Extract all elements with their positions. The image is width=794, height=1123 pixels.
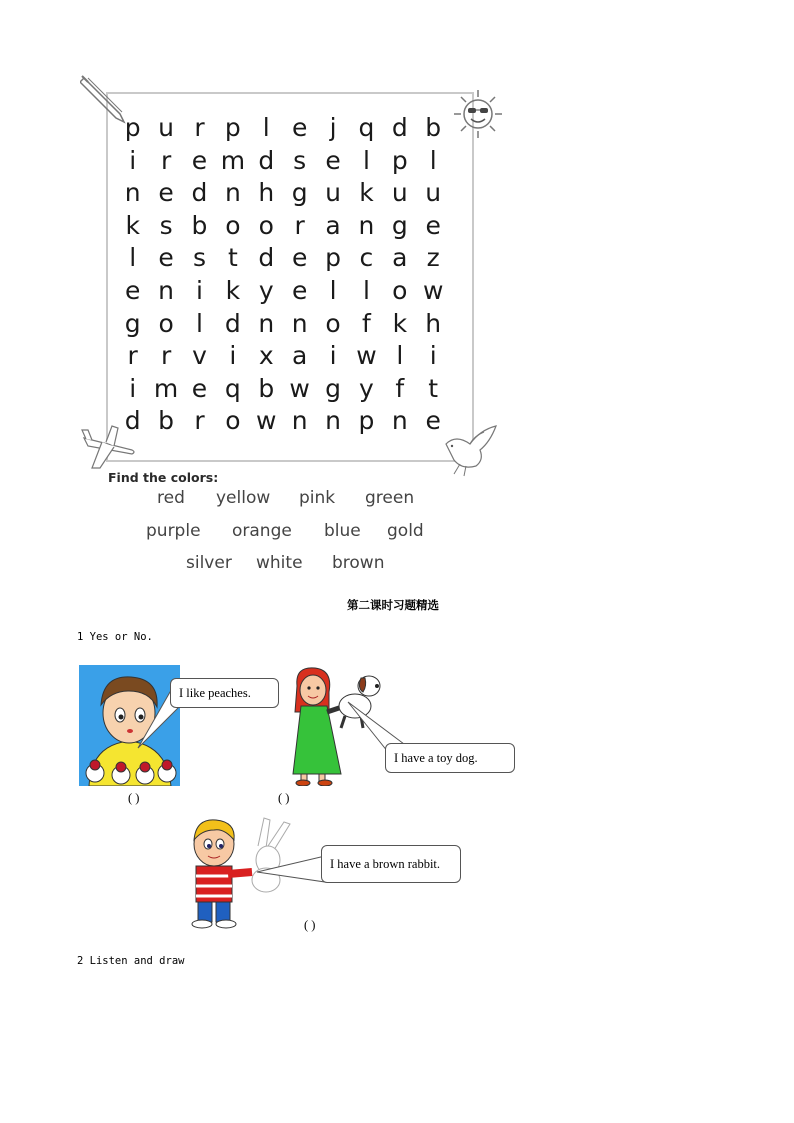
letter-cell: u: [325, 178, 341, 208]
letter-cell: g: [291, 178, 308, 208]
letter-cell: e: [158, 178, 174, 208]
color-word: yellow: [216, 488, 271, 508]
letter-cell: e: [291, 113, 308, 142]
letter-cell: n: [258, 308, 275, 338]
letter-cell: r: [294, 210, 305, 240]
letter-cell: q: [224, 373, 241, 403]
color-word: orange: [232, 521, 292, 541]
letter-cell: d: [391, 113, 408, 142]
color-word: green: [365, 488, 415, 508]
letter-cell: o: [225, 406, 241, 436]
letter-cell: g: [391, 210, 408, 240]
letter-cell: u: [425, 178, 442, 208]
letter-cell: d: [224, 308, 241, 338]
letter-cell: d: [124, 406, 141, 436]
letter-cell: i: [129, 373, 137, 403]
letter-cell: e: [325, 145, 341, 175]
letter-cell: i: [229, 341, 237, 371]
answer-blank: ( ): [304, 918, 316, 932]
letter-cell: r: [194, 406, 205, 436]
letter-cell: l: [129, 243, 137, 273]
letter-cell: m: [220, 145, 246, 175]
letter-cell: u: [391, 178, 408, 208]
letter-cell: n: [224, 178, 241, 208]
letter-cell: o: [225, 210, 241, 240]
letter-cell: k: [392, 308, 408, 338]
color-word: white: [256, 553, 303, 573]
letter-cell: j: [329, 113, 337, 142]
letter-cell: b: [191, 210, 208, 240]
letter-cell: i: [129, 145, 137, 175]
letter-cell: e: [158, 243, 174, 273]
letter-cell: l: [262, 113, 270, 142]
letter-cell: k: [125, 210, 140, 240]
letter-cell: b: [158, 406, 175, 436]
color-word: blue: [324, 521, 361, 541]
letter-cell: l: [196, 308, 203, 338]
color-word: purple: [146, 521, 201, 541]
color-word: brown: [332, 553, 385, 573]
letter-cell: i: [429, 341, 437, 371]
letter-cell: i: [329, 341, 337, 371]
letter-cell: e: [291, 275, 308, 305]
letter-cell: w: [289, 373, 310, 403]
letter-cell: d: [191, 178, 208, 208]
question-1-label: 1 Yes or No.: [77, 631, 153, 643]
letter-cell: e: [125, 275, 141, 305]
letter-cell: g: [325, 373, 341, 403]
letter-cell: k: [225, 275, 241, 305]
letter-cell: f: [395, 373, 405, 403]
letter-cell: n: [124, 178, 141, 208]
letter-cell: h: [425, 308, 442, 338]
letter-cell: n: [158, 275, 175, 305]
answer-blank: ( ): [128, 791, 140, 805]
letter-cell: l: [362, 145, 370, 175]
letter-cell: e: [191, 145, 208, 175]
letter-cell: r: [127, 341, 138, 371]
letter-cell: w: [356, 341, 377, 371]
letter-cell: d: [258, 243, 275, 273]
section-title: 第二课时习题精选: [347, 598, 439, 612]
color-word: gold: [387, 521, 424, 541]
color-word: silver: [186, 553, 232, 573]
letter-cell: g: [124, 308, 141, 338]
letter-cell: o: [325, 308, 341, 338]
letter-cell: p: [325, 243, 341, 273]
letter-cell: i: [196, 275, 203, 305]
letter-cell: a: [392, 243, 408, 273]
letter-cell: e: [425, 210, 441, 240]
letter-cell: e: [291, 243, 308, 273]
letter-cell: v: [192, 341, 207, 371]
letter-cell: w: [256, 406, 277, 436]
letter-cell: z: [426, 243, 440, 273]
letter-cell: h: [258, 178, 275, 208]
letter-cell: p: [224, 113, 241, 142]
letter-cell: l: [329, 275, 337, 305]
letter-cell: t: [428, 373, 439, 403]
speech-bubble-dog: I have a toy dog.: [385, 743, 515, 773]
letter-cell: p: [124, 113, 141, 142]
letter-cell: q: [358, 113, 375, 142]
letter-cell: r: [160, 145, 172, 175]
letter-cell: o: [258, 210, 274, 240]
word-search-grid: [116, 112, 456, 438]
letter-cell: y: [258, 275, 274, 305]
letter-cell: o: [158, 308, 174, 338]
sun-icon: [452, 88, 504, 140]
letter-cell: x: [258, 341, 274, 371]
question-2-label: 2 Listen and draw: [77, 955, 185, 967]
letter-cell: a: [291, 341, 308, 371]
letter-cell: r: [160, 341, 172, 371]
find-colors-title: Find the colors:: [108, 470, 219, 485]
speech-bubble-rabbit: I have a brown rabbit.: [321, 845, 461, 883]
letter-cell: p: [358, 406, 375, 436]
speech-pointer: [255, 852, 327, 886]
letter-cell: r: [194, 113, 205, 142]
letter-cell: t: [227, 243, 238, 273]
letter-cell: u: [158, 113, 175, 142]
letter-cell: d: [258, 145, 275, 175]
letter-cell: n: [391, 406, 408, 436]
letter-cell: l: [429, 145, 437, 175]
letter-cell: f: [362, 308, 371, 338]
color-word: pink: [299, 488, 336, 508]
letter-cell: b: [258, 373, 275, 403]
letter-cell: s: [159, 210, 173, 240]
letter-cell: s: [293, 145, 307, 175]
letter-cell: c: [359, 243, 374, 273]
letter-cell: l: [396, 341, 404, 371]
letter-cell: m: [153, 373, 179, 403]
letter-cell: n: [291, 308, 308, 338]
letter-cell: n: [358, 210, 375, 240]
letter-cell: s: [192, 243, 206, 273]
letter-cell: n: [325, 406, 341, 436]
letter-cell: p: [391, 145, 408, 175]
letter-cell: n: [291, 406, 308, 436]
letter-cell: e: [425, 406, 441, 436]
letter-cell: b: [425, 113, 442, 142]
letter-cell: w: [422, 275, 444, 305]
color-word: red: [157, 488, 185, 508]
letter-cell: y: [359, 373, 374, 403]
answer-blank: ( ): [278, 791, 290, 805]
letter-cell: o: [392, 275, 408, 305]
letter-cell: e: [191, 373, 208, 403]
letter-cell: k: [359, 178, 374, 208]
letter-cell: a: [325, 210, 341, 240]
letter-cell: l: [362, 275, 370, 305]
speech-bubble-peaches: I like peaches.: [170, 678, 279, 708]
